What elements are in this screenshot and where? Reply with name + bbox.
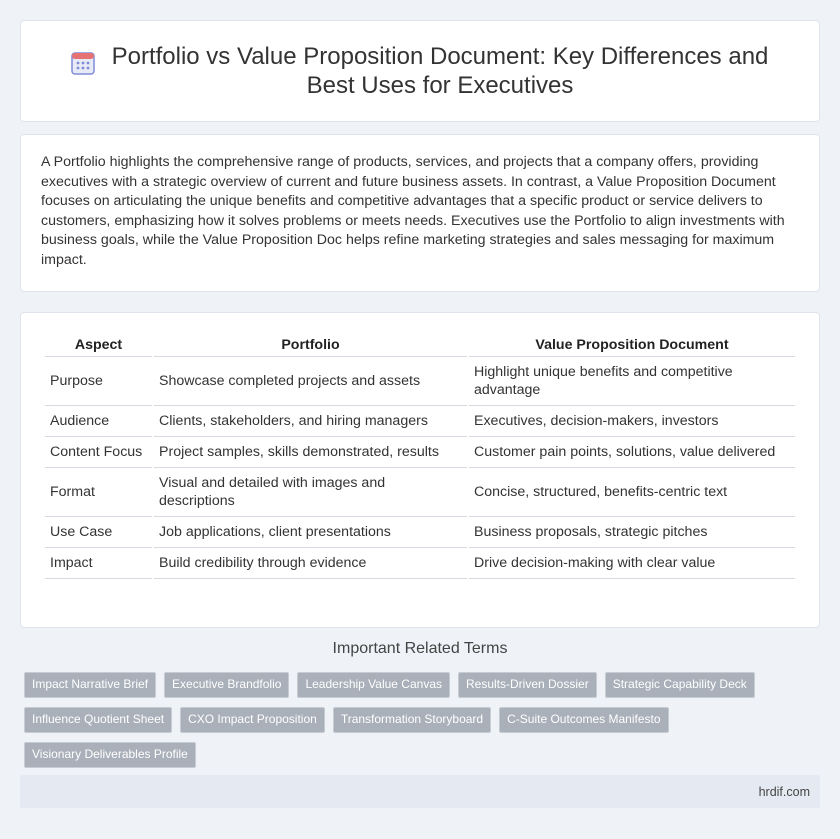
- cell-portfolio: Showcase completed projects and assets: [154, 357, 467, 406]
- table-row: [45, 357, 795, 406]
- cell-portfolio: Build credibility through evidence: [154, 548, 467, 579]
- cell-value-proposition: Customer pain points, solutions, value delivered: [469, 437, 795, 468]
- related-terms-title: Important Related Terms: [332, 640, 508, 657]
- table-row: [45, 406, 795, 437]
- cell-value-proposition: Business proposals, strategic pitches: [469, 517, 795, 548]
- table-header-row: [45, 331, 795, 357]
- header-value-proposition: Value Proposition Document: [469, 331, 795, 357]
- summary-text: A Portfolio highlights the comprehensive range of products, services, and projects that a company offers, providing executives with a strategic overview of current and future business assets. In contrast, a Value Proposition Document focuses on articulating the unique benefits and competitive advantages that a specific product or service delivers to customers, emphasizing how it solves problems or meets needs. Executives use the Portfolio to align investments with business goals, while the Value Proposition Doc helps refine marketing strategies and sales messaging for maximum impact.: [41, 154, 785, 268]
- cell-aspect: Use Case: [45, 517, 152, 548]
- table-row: [45, 548, 795, 579]
- cell-portfolio: Visual and detailed with images and descriptions: [154, 468, 467, 517]
- summary-card: [20, 134, 820, 292]
- header-portfolio: Portfolio: [154, 331, 467, 357]
- cell-value-proposition: Concise, structured, benefits-centric text: [469, 468, 795, 517]
- comparison-table: [43, 331, 797, 579]
- tag-impact-narrative-brief[interactable]: Impact Narrative Brief: [24, 672, 156, 698]
- footer: [20, 775, 820, 808]
- table-row: [45, 517, 795, 548]
- tag-cxo-impact-proposition[interactable]: CXO Impact Proposition: [180, 707, 325, 733]
- cell-value-proposition: Highlight unique benefits and competitive advantage: [469, 357, 795, 406]
- cell-value-proposition: Executives, decision-makers, investors: [469, 406, 795, 437]
- cell-aspect: Audience: [45, 406, 152, 437]
- cell-portfolio: Clients, stakeholders, and hiring managers: [154, 406, 467, 437]
- cell-aspect: Content Focus: [45, 437, 152, 468]
- footer-site-link[interactable]: hrdif.com: [758, 784, 810, 799]
- header-card: [20, 20, 820, 122]
- tag-leadership-value-canvas[interactable]: Leadership Value Canvas: [297, 672, 450, 698]
- tag-executive-brandfolio[interactable]: Executive Brandfolio: [164, 672, 289, 698]
- page-title: Portfolio vs Value Proposition Document: Key Differences and Best Uses for Executives: [111, 43, 769, 99]
- cell-portfolio: Project samples, skills demonstrated, results: [154, 437, 467, 468]
- tag-transformation-storyboard[interactable]: Transformation Storyboard: [333, 707, 491, 733]
- calendar-icon: [70, 50, 96, 76]
- comparison-table-card: [20, 312, 820, 628]
- cell-aspect: Purpose: [45, 357, 152, 406]
- tag-strategic-capability-deck[interactable]: Strategic Capability Deck: [605, 672, 755, 698]
- table-row: [45, 437, 795, 468]
- cell-portfolio: Job applications, client presentations: [154, 517, 467, 548]
- cell-aspect: Impact: [45, 548, 152, 579]
- cell-aspect: Format: [45, 468, 152, 517]
- tag-results-driven-dossier[interactable]: Results-Driven Dossier: [458, 672, 597, 698]
- tag-influence-quotient-sheet[interactable]: Influence Quotient Sheet: [24, 707, 172, 733]
- header-aspect: Aspect: [45, 331, 152, 357]
- cell-value-proposition: Drive decision-making with clear value: [469, 548, 795, 579]
- tag-visionary-deliverables-profile[interactable]: Visionary Deliverables Profile: [24, 742, 196, 768]
- table-row: [45, 468, 795, 517]
- tag-c-suite-outcomes-manifesto[interactable]: C-Suite Outcomes Manifesto: [499, 707, 668, 733]
- related-terms-tags: [24, 672, 784, 768]
